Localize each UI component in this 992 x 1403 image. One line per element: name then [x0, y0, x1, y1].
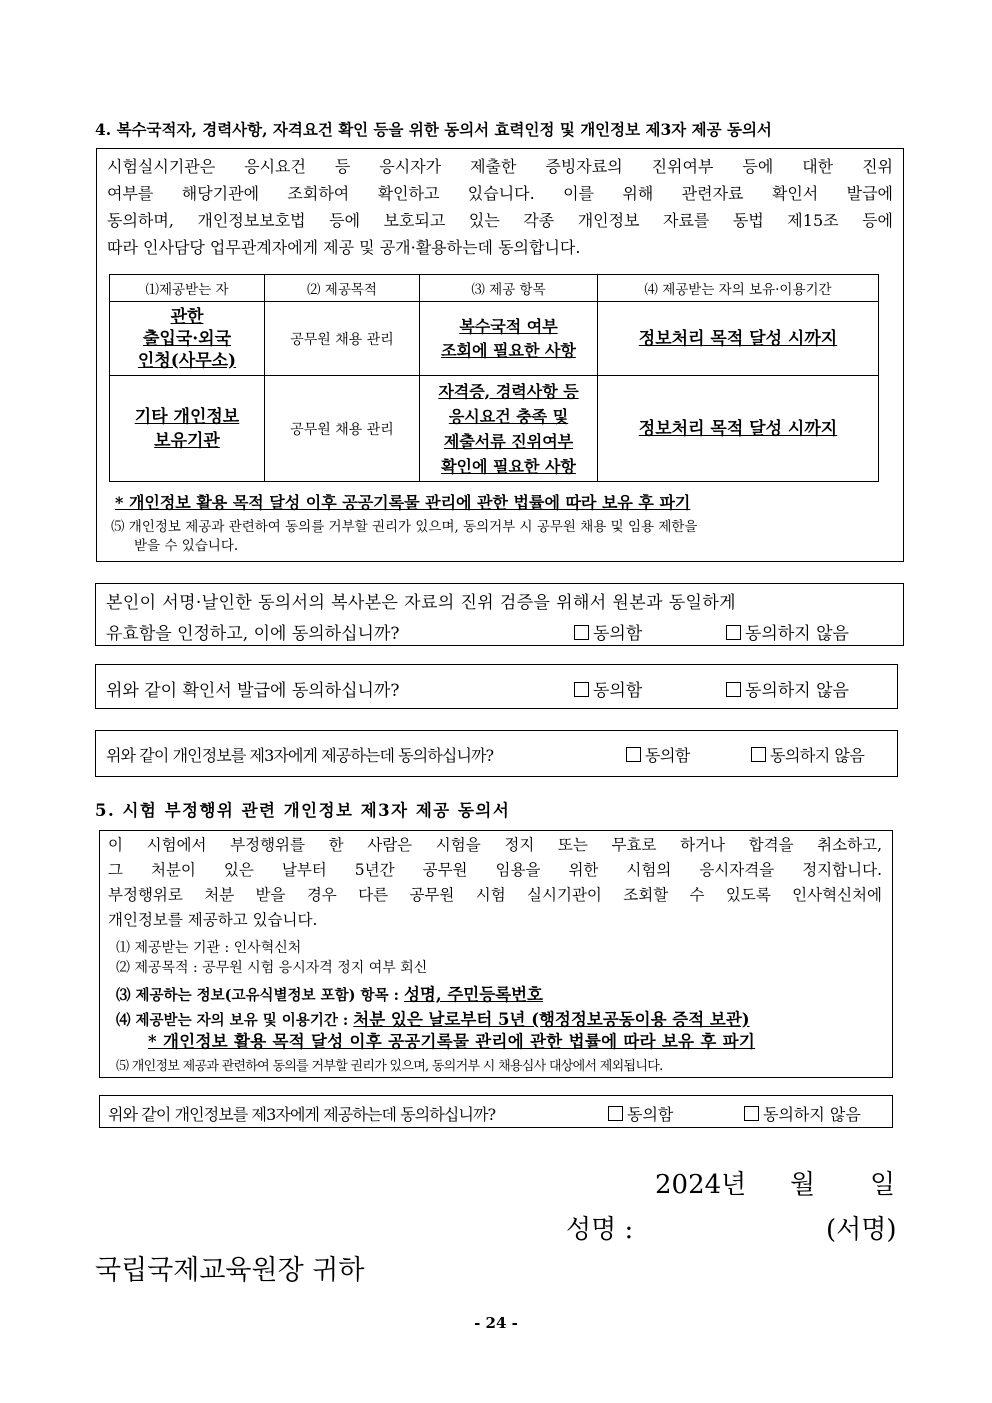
checkbox-icon[interactable] — [626, 747, 641, 762]
question-text: 위와 같이 확인서 발급에 동의하십니까? — [106, 681, 400, 701]
para-line: 따라 인사담당 업무관계자에게 제공 및 공개·활용하는데 동의합니다. — [107, 238, 581, 257]
misconduct-third-party-question — [99, 1095, 893, 1128]
retention-note: * 개인정보 활용 목적 달성 이후 공공기록물 관리에 관한 법률에 따라 보유 후 파기 — [115, 493, 691, 512]
table-header: ⑶ 제공 항목 — [420, 275, 598, 302]
purpose-cell: 공무원 채용 관리 — [265, 376, 420, 482]
para-line: 여부를 해당기관에 조회하여 확인하고 있습니다. 이를 위해 관련자료 확인서 발급에 — [107, 184, 893, 203]
table-header: ⑴제공받는 자 — [110, 275, 265, 302]
section5-box — [99, 830, 893, 1078]
para-line: 이 시험에서 부정행위를 한 사람은 시험을 정지 또는 무효로 하거나 합격을 취소하고, — [108, 836, 882, 854]
signature-mark: (서명) — [826, 1215, 897, 1245]
addressee: 국립국제교육원장 귀하 — [95, 1255, 365, 1286]
list-item: ⑵ 제공목적 : 공무원 시험 응시자격 정지 여부 회신 — [116, 960, 428, 976]
agree-checkbox[interactable]: 동의함 — [574, 619, 642, 644]
period-cell: 정보처리 목적 달성 시까지 — [598, 376, 879, 482]
question-text: 위와 같이 개인정보를 제3자에게 제공하는데 동의하십니까? — [108, 1105, 496, 1124]
section4-box — [96, 148, 904, 562]
checkbox-icon[interactable] — [751, 747, 766, 762]
consent-table — [109, 274, 879, 482]
third-party-question — [95, 730, 898, 777]
section4-title: 4. 복수국적자, 경력사항, 자격요건 확인 등을 위한 동의서 효력인정 및 개인정보 제3자 제공 동의서 — [95, 120, 772, 139]
date-day: 일 — [870, 1170, 896, 1200]
question-text: 유효함을 인정하고, 이에 동의하십니까? — [106, 624, 400, 644]
table-row — [110, 302, 879, 376]
agree-checkbox[interactable]: 동의함 — [626, 743, 690, 766]
checkbox-icon[interactable] — [744, 1106, 759, 1121]
agree-checkbox[interactable]: 동의함 — [574, 676, 642, 701]
page-number: - 24 - — [474, 1314, 518, 1332]
list-item: ⑶ 제공하는 정보(고유식별정보 포함) 항목 : 성명, 주민등록번호 — [116, 985, 543, 1004]
section4-paragraph — [107, 153, 893, 261]
items-cell: 자격증, 경력사항 등 응시요건 충족 및 제출서류 진위여부 확인에 필요한 사항 — [420, 376, 598, 482]
certificate-question — [95, 664, 898, 709]
question-text: 본인이 서명·날인한 동의서의 복사본은 자료의 진위 검증을 위해서 원본과 동일하게 — [106, 593, 736, 613]
disagree-checkbox[interactable]: 동의하지 않음 — [751, 743, 864, 766]
recipient-cell: 기타 개인정보 보유기관 — [110, 376, 265, 482]
date-month: 월 — [790, 1170, 816, 1200]
name-label: 성명 : — [566, 1215, 634, 1245]
refusal-notice: ⑸ 개인정보 제공과 관련하여 동의를 거부할 권리가 있으며, 동의거부 시 채용심사 대상에서 제외됩니다. — [116, 1059, 663, 1074]
period-cell: 정보처리 목적 달성 시까지 — [598, 302, 879, 376]
para-line: 그 처분이 있은 날부터 5년간 공무원 임용을 위한 시험의 응시자격을 정지합니다. — [108, 861, 882, 879]
list-item: ⑷ 제공받는 자의 보유 및 이용기간 : 처분 있은 날로부터 5년 (행정정보공동이용 증적 보관) — [116, 1010, 750, 1029]
name-field[interactable] — [650, 1240, 810, 1241]
checkbox-icon[interactable] — [726, 682, 741, 697]
disagree-checkbox[interactable]: 동의하지 않음 — [726, 619, 849, 644]
checkbox-icon[interactable] — [726, 625, 741, 640]
copy-validity-question — [95, 583, 904, 646]
table-header: ⑵ 제공목적 — [265, 275, 420, 302]
para-line: 시험실시기관은 응시요건 등 응시자가 제출한 증빙자료의 진위여부 등에 대한 진위 — [107, 157, 893, 176]
question-text: 위와 같이 개인정보를 제3자에게 제공하는데 동의하십니까? — [106, 746, 494, 765]
checkbox-icon[interactable] — [574, 625, 589, 640]
list-item: ⑴ 제공받는 기관 : 인사혁신처 — [116, 940, 302, 956]
refusal-notice: ⑸ 개인정보 제공과 관련하여 동의를 거부할 권리가 있으며, 동의거부 시 공무원 채용 및 임용 제한을 받을 수 있습니다. — [111, 519, 698, 554]
agree-checkbox[interactable]: 동의함 — [608, 1102, 673, 1125]
para-line: 개인정보를 제공하고 있습니다. — [108, 911, 318, 929]
date-year: 2024년 — [655, 1170, 747, 1200]
checkbox-icon[interactable] — [574, 682, 589, 697]
section5-title: 5. 시험 부정행위 관련 개인정보 제3자 제공 동의서 — [95, 801, 511, 820]
recipient-cell: 관한 출입국·외국 인청(사무소) — [110, 302, 265, 376]
section5-paragraph — [108, 833, 882, 933]
table-header: ⑷ 제공받는 자의 보유·이용기간 — [598, 275, 879, 302]
checkbox-icon[interactable] — [608, 1106, 623, 1121]
table-row — [110, 376, 879, 482]
retention-note: * 개인정보 활용 목적 달성 이후 공공기록물 관리에 관한 법률에 따라 보유 후 파기 — [148, 1032, 756, 1051]
disagree-checkbox[interactable]: 동의하지 않음 — [744, 1102, 861, 1125]
para-line: 부정행위로 처분 받을 경우 다른 공무원 시험 실시기관이 조회할 수 있도록 인사혁신처에 — [108, 886, 882, 904]
purpose-cell: 공무원 채용 관리 — [265, 302, 420, 376]
provision-list — [116, 938, 427, 978]
disagree-checkbox[interactable]: 동의하지 않음 — [726, 676, 849, 701]
items-cell: 복수국적 여부 조회에 필요한 사항 — [420, 302, 598, 376]
para-line: 동의하며, 개인정보보호법 등에 보호되고 있는 각종 개인정보 자료를 동법 제15조 등에 — [107, 211, 893, 230]
